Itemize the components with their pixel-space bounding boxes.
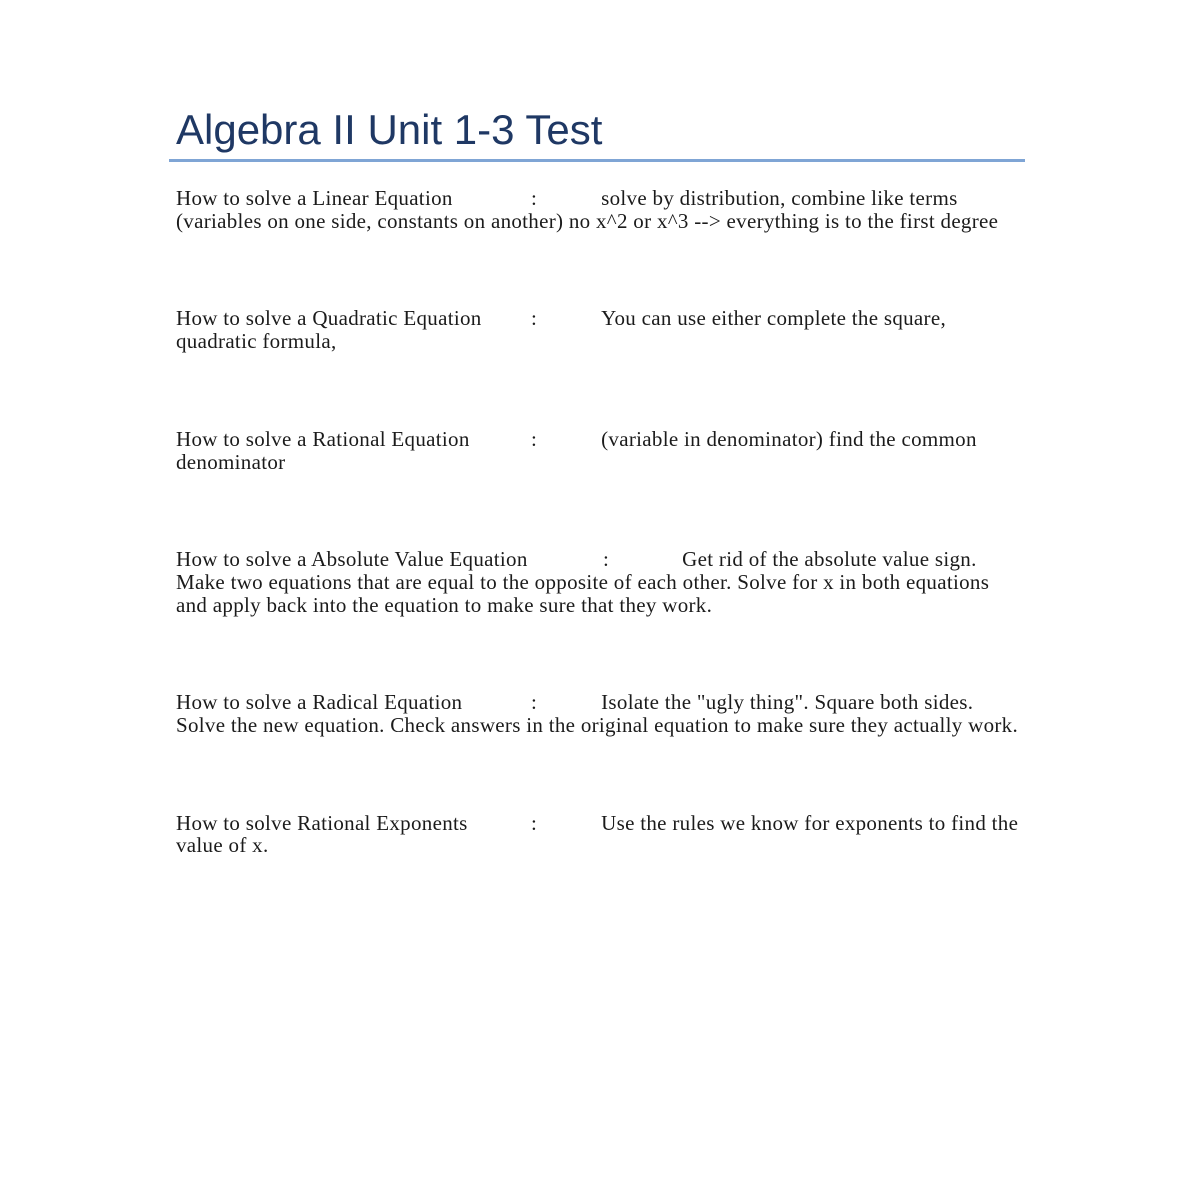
card-term: How to solve a Quadratic Equation xyxy=(176,306,482,331)
card-term: How to solve a Rational Equation xyxy=(176,426,470,451)
flashcard-rational-equation xyxy=(176,428,1025,473)
card-answer: (variable in denominator) find the common denominator xyxy=(176,426,977,474)
term-separator: : xyxy=(531,690,538,715)
card-term: How to solve a Absolute Value Equation xyxy=(176,547,528,572)
card-answer: Isolate the "ugly thing". Square both sides. Solve the new equation. Check answers in the original equation to make sure they actually work. xyxy=(176,690,1019,738)
term-separator: : xyxy=(603,547,610,572)
flashcard-list xyxy=(176,187,1025,932)
flashcard-rational-exponents xyxy=(176,812,1025,857)
card-answer: Use the rules we know for exponents to find the value of x. xyxy=(176,810,1019,858)
term-separator: : xyxy=(531,306,538,331)
term-separator: : xyxy=(531,810,538,835)
flashcard-quadratic-equation xyxy=(176,307,1025,352)
page-title: Algebra II Unit 1-3 Test xyxy=(176,106,603,153)
title-block xyxy=(169,106,1025,162)
card-answer: Get rid of the absolute value sign. Make two equations that are equal to the opposite of each other. Solve for x in both equations and apply back into the equation to make sure that they work. xyxy=(176,547,990,617)
card-term: How to solve Rational Exponents xyxy=(176,810,468,835)
term-separator: : xyxy=(531,186,538,210)
term-separator: : xyxy=(531,426,538,451)
card-answer: You can use either complete the square, quadratic formula, xyxy=(176,306,947,354)
card-term: How to solve a Linear Equation xyxy=(176,186,453,210)
flashcard-linear-equation xyxy=(176,187,1025,232)
card-term: How to solve a Radical Equation xyxy=(176,690,463,715)
card-answer: solve by distribution, combine like terms (variables on one side, constants on another) no x^2 or x^3 --> everything is to the first degree xyxy=(176,186,999,233)
flashcard-radical-equation xyxy=(176,691,1025,736)
flashcard-absolute-value-equation xyxy=(176,548,1025,616)
